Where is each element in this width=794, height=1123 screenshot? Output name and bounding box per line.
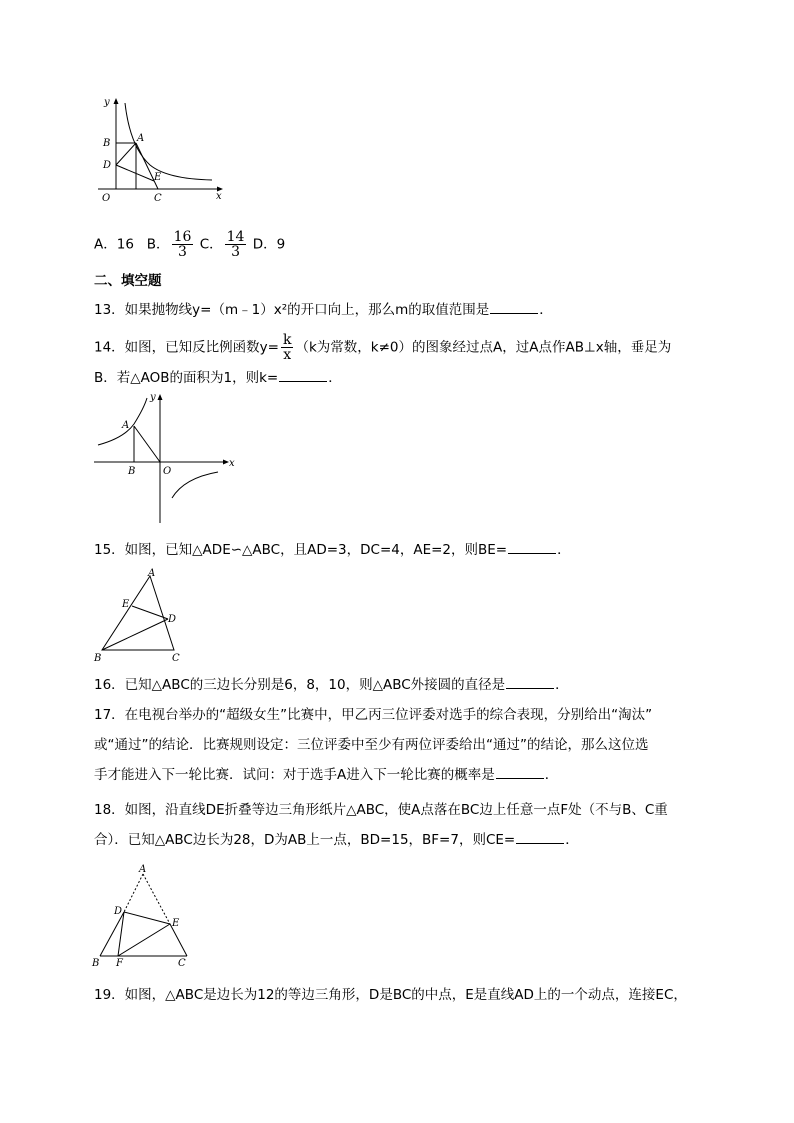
q18-label-f: F	[116, 958, 123, 969]
q12-choice-c-denominator: 3	[231, 244, 240, 260]
q19-line1: 19．如图，△ABC是边长为12的等边三角形，D是BC的中点，E是直线AD上的一个动点，连接EC，	[94, 987, 687, 1003]
q17-answer-blank	[496, 765, 544, 779]
q14-line2	[94, 368, 342, 388]
q14-label-y: y	[150, 392, 156, 403]
q18-answer-blank	[516, 830, 564, 844]
q18-label-a: A	[139, 864, 147, 875]
q18-line2-text: 合）．已知△ABC边长为28，D为AB上一点，BD=15，BF=7，则CE=	[94, 832, 516, 848]
q12-choice-c-fraction	[225, 230, 247, 259]
q16-stem: 16．已知△ABC的三边长分别是6，8，10，则△ABC外接圆的直径是	[94, 677, 506, 693]
q14-label-a: A	[122, 420, 130, 431]
q12-label-d: D	[103, 160, 112, 171]
q12-choice-c-label: C．	[199, 236, 223, 253]
q12-figure	[92, 95, 232, 207]
q13-text	[94, 300, 553, 320]
q15-figure	[90, 566, 190, 664]
q14-label-x: x	[229, 458, 235, 469]
q18-line1: 18．如图，沿直线DE折叠等边三角形纸片△ABC，使A点落在BC边上任意一点F处（不与B、C重	[94, 802, 668, 818]
q18-label-d: D	[114, 906, 123, 917]
q15-label-b: B	[94, 653, 102, 664]
q18-line2	[94, 830, 579, 850]
q17-line1: 17．在电视台举办的“超级女生”比赛中，甲乙丙三位评委对选手的综合表现，分别给出“淘汰”	[94, 707, 653, 723]
q12-choice-a: A．16	[94, 236, 134, 253]
q14-answer-blank	[279, 368, 327, 382]
q15-label-c: C	[172, 653, 180, 664]
q18-label-e: E	[172, 918, 180, 929]
q14-label-b: B	[128, 466, 136, 477]
q12-choice-b-denominator: 3	[178, 244, 187, 260]
q12-label-c: C	[154, 193, 162, 204]
q14-fraction-denominator: x	[283, 347, 292, 363]
q17-line3	[94, 765, 558, 785]
q12-label-x: x	[216, 191, 222, 202]
q17-end: ．	[544, 767, 559, 783]
q15-end: ．	[557, 542, 571, 558]
q14-pre: 14．如图，已知反比例函数y=	[94, 339, 279, 356]
q12-choice-b-numerator: 16	[173, 229, 192, 245]
q15-text	[94, 540, 571, 560]
q15-label-d: D	[168, 614, 177, 625]
q16-answer-blank	[506, 675, 554, 689]
q13-stem: 13．如果抛物线y=（m﹣1）x²的开口向上，那么m的取值范围是	[94, 302, 490, 318]
q14-line2-text: B．若△AOB的面积为1，则k=	[94, 370, 279, 386]
q12-label-a: A	[137, 133, 145, 144]
q15-answer-blank	[508, 540, 556, 554]
q12-label-o: O	[102, 193, 111, 204]
q14-end: ．	[328, 370, 342, 386]
q18-end: ．	[565, 832, 579, 848]
q12-choice-b-label: B．	[146, 236, 170, 253]
q18-label-c: C	[178, 958, 186, 969]
q13-answer-blank	[490, 300, 538, 314]
q14-fraction	[281, 333, 293, 362]
q14-figure	[92, 390, 242, 525]
q15-stem: 15．如图，已知△ADE∽△ABC，且AD=3，DC=4，AE=2，则BE=	[94, 542, 508, 558]
q12-choice-c-numerator: 14	[226, 229, 245, 245]
q13-end: ．	[539, 302, 553, 318]
q12-label-b: B	[103, 138, 111, 149]
section-heading: 二、填空题	[94, 273, 162, 289]
q14-post: （k为常数，k≠0）的图象经过点A，过A点作AB⊥x轴，垂足为	[295, 339, 672, 356]
q18-figure	[90, 862, 200, 970]
q18-label-b: B	[92, 958, 100, 969]
q14-label-o: O	[163, 466, 172, 477]
q12-choice-b-fraction	[172, 230, 194, 259]
q17-line2: 或“通过”的结论．比赛规则设定：三位评委中至少有两位评委给出“通过”的结论，那么这位选	[94, 737, 649, 753]
q12-label-e: E	[154, 172, 162, 183]
q16-text	[94, 675, 569, 695]
q15-label-a: A	[148, 568, 156, 579]
q14-line1	[94, 333, 671, 362]
q12-choice-d: D．9	[252, 236, 286, 253]
q12-label-y: y	[104, 97, 110, 108]
q17-line3-text: 手才能进入下一轮比赛．试问：对于选手A进入下一轮比赛的概率是	[94, 767, 495, 783]
q15-label-e: E	[122, 599, 130, 610]
q14-fraction-numerator: k	[282, 332, 292, 348]
q12-choices	[94, 230, 285, 259]
q16-end: ．	[555, 677, 569, 693]
